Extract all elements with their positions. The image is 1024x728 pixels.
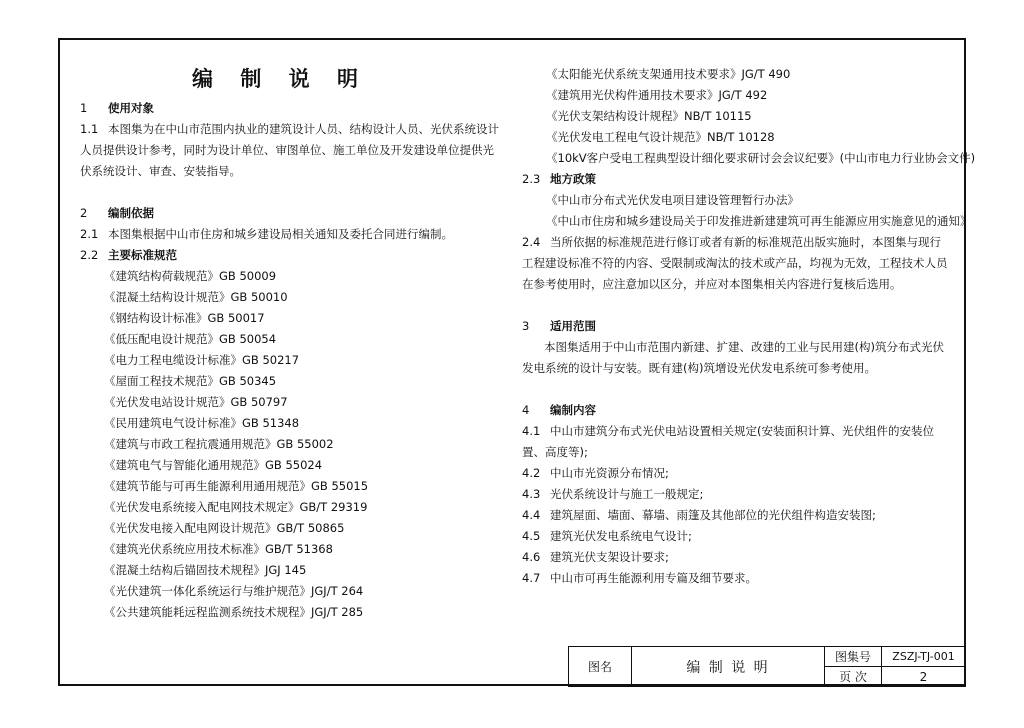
left-column [80,98,500,623]
drawing-name-label: 图名 [569,647,632,687]
standard-reference [80,476,500,497]
heading-text: 地方政策 [550,172,596,186]
paragraph [522,232,952,295]
paragraph [80,224,500,245]
paragraph [522,463,952,484]
standard-text: 《建筑用光伏构件通用技术要求》JG/T 492 [546,88,768,102]
standard-reference [80,413,500,434]
standard-reference [80,581,500,602]
section-number: 4.4 [522,508,541,522]
section-heading [80,245,500,266]
standard-text: 《建筑节能与可再生能源利用通用规范》GB 55015 [104,479,369,493]
section-number: 2.3 [522,172,541,186]
standard-reference [80,266,500,287]
section-number: 4.5 [522,529,541,543]
standard-reference [80,329,500,350]
section-number: 2.2 [80,248,99,262]
standard-text: 《光伏发电接入配电网设计规范》GB/T 50865 [104,521,345,535]
section-number: 4.1 [522,424,541,438]
page-number-label: 页 次 [825,667,882,687]
paragraph-text: 建筑光伏支架设计要求; [550,550,669,564]
standard-reference [80,518,500,539]
standard-reference [522,148,976,169]
section-number: 4.6 [522,550,541,564]
standard-reference [80,560,500,581]
paragraph-text: 中山市建筑分布式光伏电站设置相关规定(安装面积计算、光伏组件的安装位置、高度等); [522,424,934,459]
standard-text: 《混凝土结构设计规范》GB 50010 [104,290,288,304]
section-number: 4.7 [522,571,541,585]
paragraph-text: 中山市光资源分布情况; [550,466,669,480]
section-number: 2.1 [80,227,99,241]
section-number: 4 [522,403,530,417]
standard-text: 《建筑与市政工程抗震通用规范》GB 55002 [104,437,334,451]
standard-text: 《屋面工程技术规范》GB 50345 [104,374,277,388]
heading-text: 使用对象 [108,101,154,115]
section-heading [80,203,500,224]
atlas-number-label: 图集号 [825,647,882,667]
standard-text: 《光伏发电站设计规范》GB 50797 [104,395,288,409]
heading-text: 适用范围 [550,319,596,333]
heading-text: 主要标准规范 [108,248,177,262]
standard-text: 《民用建筑电气设计标准》GB 51348 [104,416,300,430]
paragraph-text: 建筑光伏发电系统电气设计; [550,529,692,543]
page-number-value: 2 [882,667,966,687]
section-number: 1 [80,101,88,115]
section-heading [522,316,952,337]
standard-text: 《光伏发电工程电气设计规范》NB/T 10128 [546,130,775,144]
paragraph [522,484,952,505]
standard-text: 《光伏发电系统接入配电网技术规定》GB/T 29319 [104,500,368,514]
standard-reference [80,497,500,518]
standard-reference [80,371,500,392]
paragraph [80,119,500,182]
standard-text: 《混凝土结构后锚固技术规程》JGJ 145 [104,563,307,577]
standard-reference [522,190,952,211]
section-heading [522,169,952,190]
standard-reference [522,85,952,106]
standard-text: 《太阳能光伏系统支架通用技术要求》JG/T 490 [546,67,791,81]
right-column [522,64,976,589]
paragraph [522,505,952,526]
spacer [80,182,500,203]
paragraph-text: 本图集为在中山市范围内执业的建筑设计人员、结构设计人员、光伏系统设计人员提供设计参考，同时为设计单位、审图单位、施工单位及开发建设单位提供光伏系统设计、审查、安装指导。 [80,122,499,178]
spacer [522,379,952,400]
standard-text: 《光伏建筑一体化系统运行与维护规范》JGJ/T 264 [104,584,364,598]
standard-reference [80,392,500,413]
standard-text: 《钢结构设计标准》GB 50017 [104,311,265,325]
section-number: 4.3 [522,487,541,501]
paragraph [522,421,952,463]
paragraph [522,526,952,547]
standard-text: 《电力工程电缆设计标准》GB 50217 [104,353,300,367]
standard-text: 《公共建筑能耗远程监测系统技术规程》JGJ/T 285 [104,605,364,619]
paragraph-text: 当所依据的标准规范进行修订或者有新的标准规范出版实施时，本图集与现行工程建设标准不符的内容、受限制或淘汰的技术或产品，均视为无效，工程技术人员在参考使用时，应注意加以区分，并应对本图集相关内容进行复核后选用。 [522,235,948,291]
standard-text: 《10kV客户受电工程典型设计细化要求研讨会会议纪要》(中山市电力行业协会文件) [546,151,976,165]
standard-reference [522,106,952,127]
standard-reference [80,308,500,329]
drawing-name-value: 编 制 说 明 [632,647,825,687]
paragraph [522,568,952,589]
section-number: 2 [80,206,88,220]
title-block [568,646,966,687]
heading-text: 编制依据 [108,206,154,220]
spacer [522,295,952,316]
section-number: 2.4 [522,235,541,249]
paragraph [522,547,952,568]
standard-reference [80,350,500,371]
standard-reference [522,211,972,232]
standard-reference [80,287,500,308]
standard-reference [80,455,500,476]
section-heading [80,98,500,119]
standard-reference [80,539,500,560]
standard-text: 《光伏支架结构设计规程》NB/T 10115 [546,109,752,123]
paragraph-text: 光伏系统设计与施工一般规定; [550,487,704,501]
standard-text: 《中山市分布式光伏发电项目建设管理暂行办法》 [546,193,799,207]
heading-text: 编制内容 [550,403,596,417]
paragraph-text: 本图集根据中山市住房和城乡建设局相关通知及委托合同进行编制。 [108,227,453,241]
section-number: 1.1 [80,122,99,136]
standard-text: 《建筑光伏系统应用技术标准》GB/T 51368 [104,542,333,556]
standard-text: 《建筑电气与智能化通用规范》GB 55024 [104,458,323,472]
standard-reference [80,434,500,455]
paragraph-text: 中山市可再生能源利用专篇及细节要求。 [550,571,757,585]
paragraph-text: 建筑屋面、墙面、幕墙、雨篷及其他部位的光伏组件构造安装图; [550,508,876,522]
section-number: 3 [522,319,530,333]
standard-text: 《中山市住房和城乡建设局关于印发推进新建建筑可再生能源应用实施意见的通知》 [546,214,972,228]
standard-reference [522,127,952,148]
standard-text: 《建筑结构荷载规范》GB 50009 [104,269,277,283]
standard-text: 《低压配电设计规范》GB 50054 [104,332,277,346]
paragraph-text: 本图集适用于中山市范围内新建、扩建、改建的工业与民用建(构)筑分布式光伏发电系统的设计与安装。既有建(构)筑增设光伏发电系统可参考使用。 [522,340,944,375]
paragraph [522,337,952,379]
section-heading [522,400,952,421]
standard-reference [522,64,952,85]
section-number: 4.2 [522,466,541,480]
standard-reference [80,602,500,623]
atlas-number-value: ZSZJ-TJ-001 [882,647,966,667]
page-title: 编 制 说 明 [192,67,368,91]
